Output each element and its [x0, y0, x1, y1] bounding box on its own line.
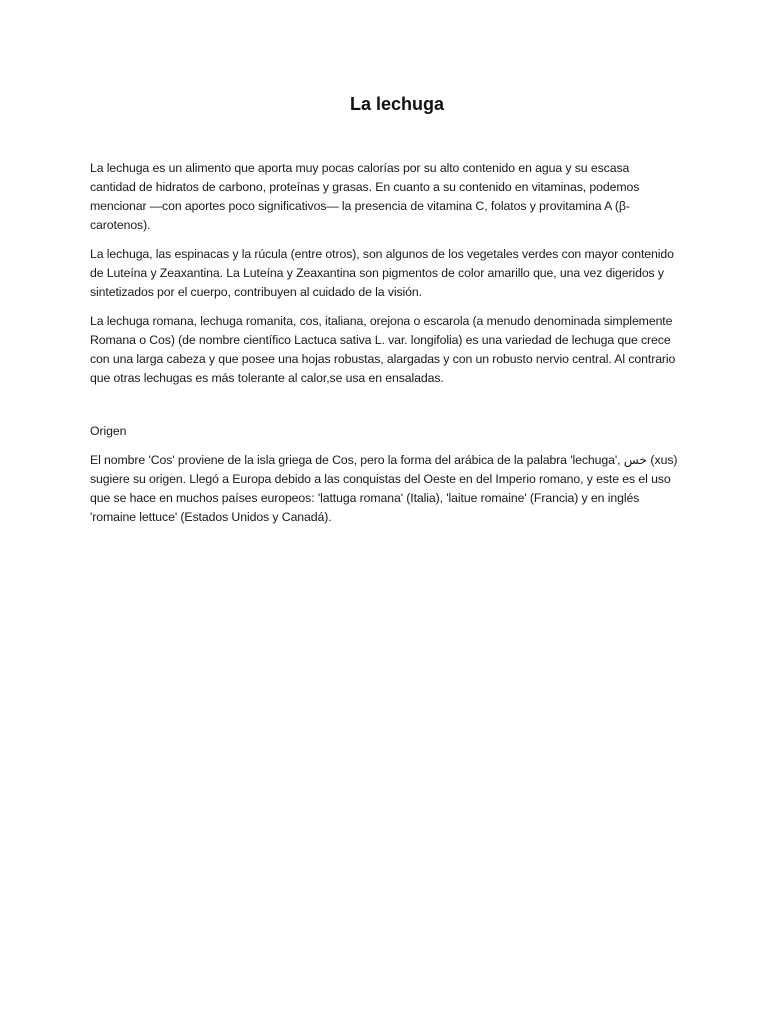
paragraph-romaine: La lechuga romana, lechuga romanita, cos, italiana, orejona o escarola (a menudo denominada simplemente Romana o Cos) (de nombre científico Lactuca sativa L. var. longifolia) es una variedad de lechuga que crece con una larga cabeza y que posee una hojas robustas, alargadas y con un robusto nervio central. Al contrario que otras lechugas es más tolerante al calor,se usa en ensaladas.: [90, 314, 676, 385]
paragraph-nutrition: La lechuga es un alimento que aporta muy pocas calorías por su alto contenido en agua y su escasa cantidad de hidratos de carbono, proteínas y grasas. En cuanto a su contenido en vitaminas, podemos mencionar —con aportes poco significativos— la presencia de vitamina C, folatos y provitamina A (β-carotenos).: [90, 161, 640, 232]
document-title: La lechuga: [349, 94, 445, 114]
paragraph-lutein: La lechuga, las espinacas y la rúcula (entre otros), son algunos de los vegetales verdes con mayor contenido de Luteína y Zeaxantina. La Luteína y Zeaxantina son pigmentos de color amarillo que, una vez digeridos y sintetizados por el cuerpo, contribuyen al cuidado de la visión.: [90, 247, 674, 299]
section-heading-origin: Origen: [90, 424, 127, 438]
document-body: [90, 159, 678, 537]
paragraph-origin: El nombre 'Cos' proviene de la isla griega de Cos, pero la forma del arábica de la palabra 'lechuga', خس (xus) sugiere su origen. Llegó a Europa debido a las conquistas del Oeste en del Imperio romano, y este es el uso que se hace en muchos países europeos: 'lattuga romana' (Italia), 'laitue romaine' (Francia) y en inglés 'romaine lettuce' (Estados Unidos y Canadá).: [90, 453, 678, 524]
